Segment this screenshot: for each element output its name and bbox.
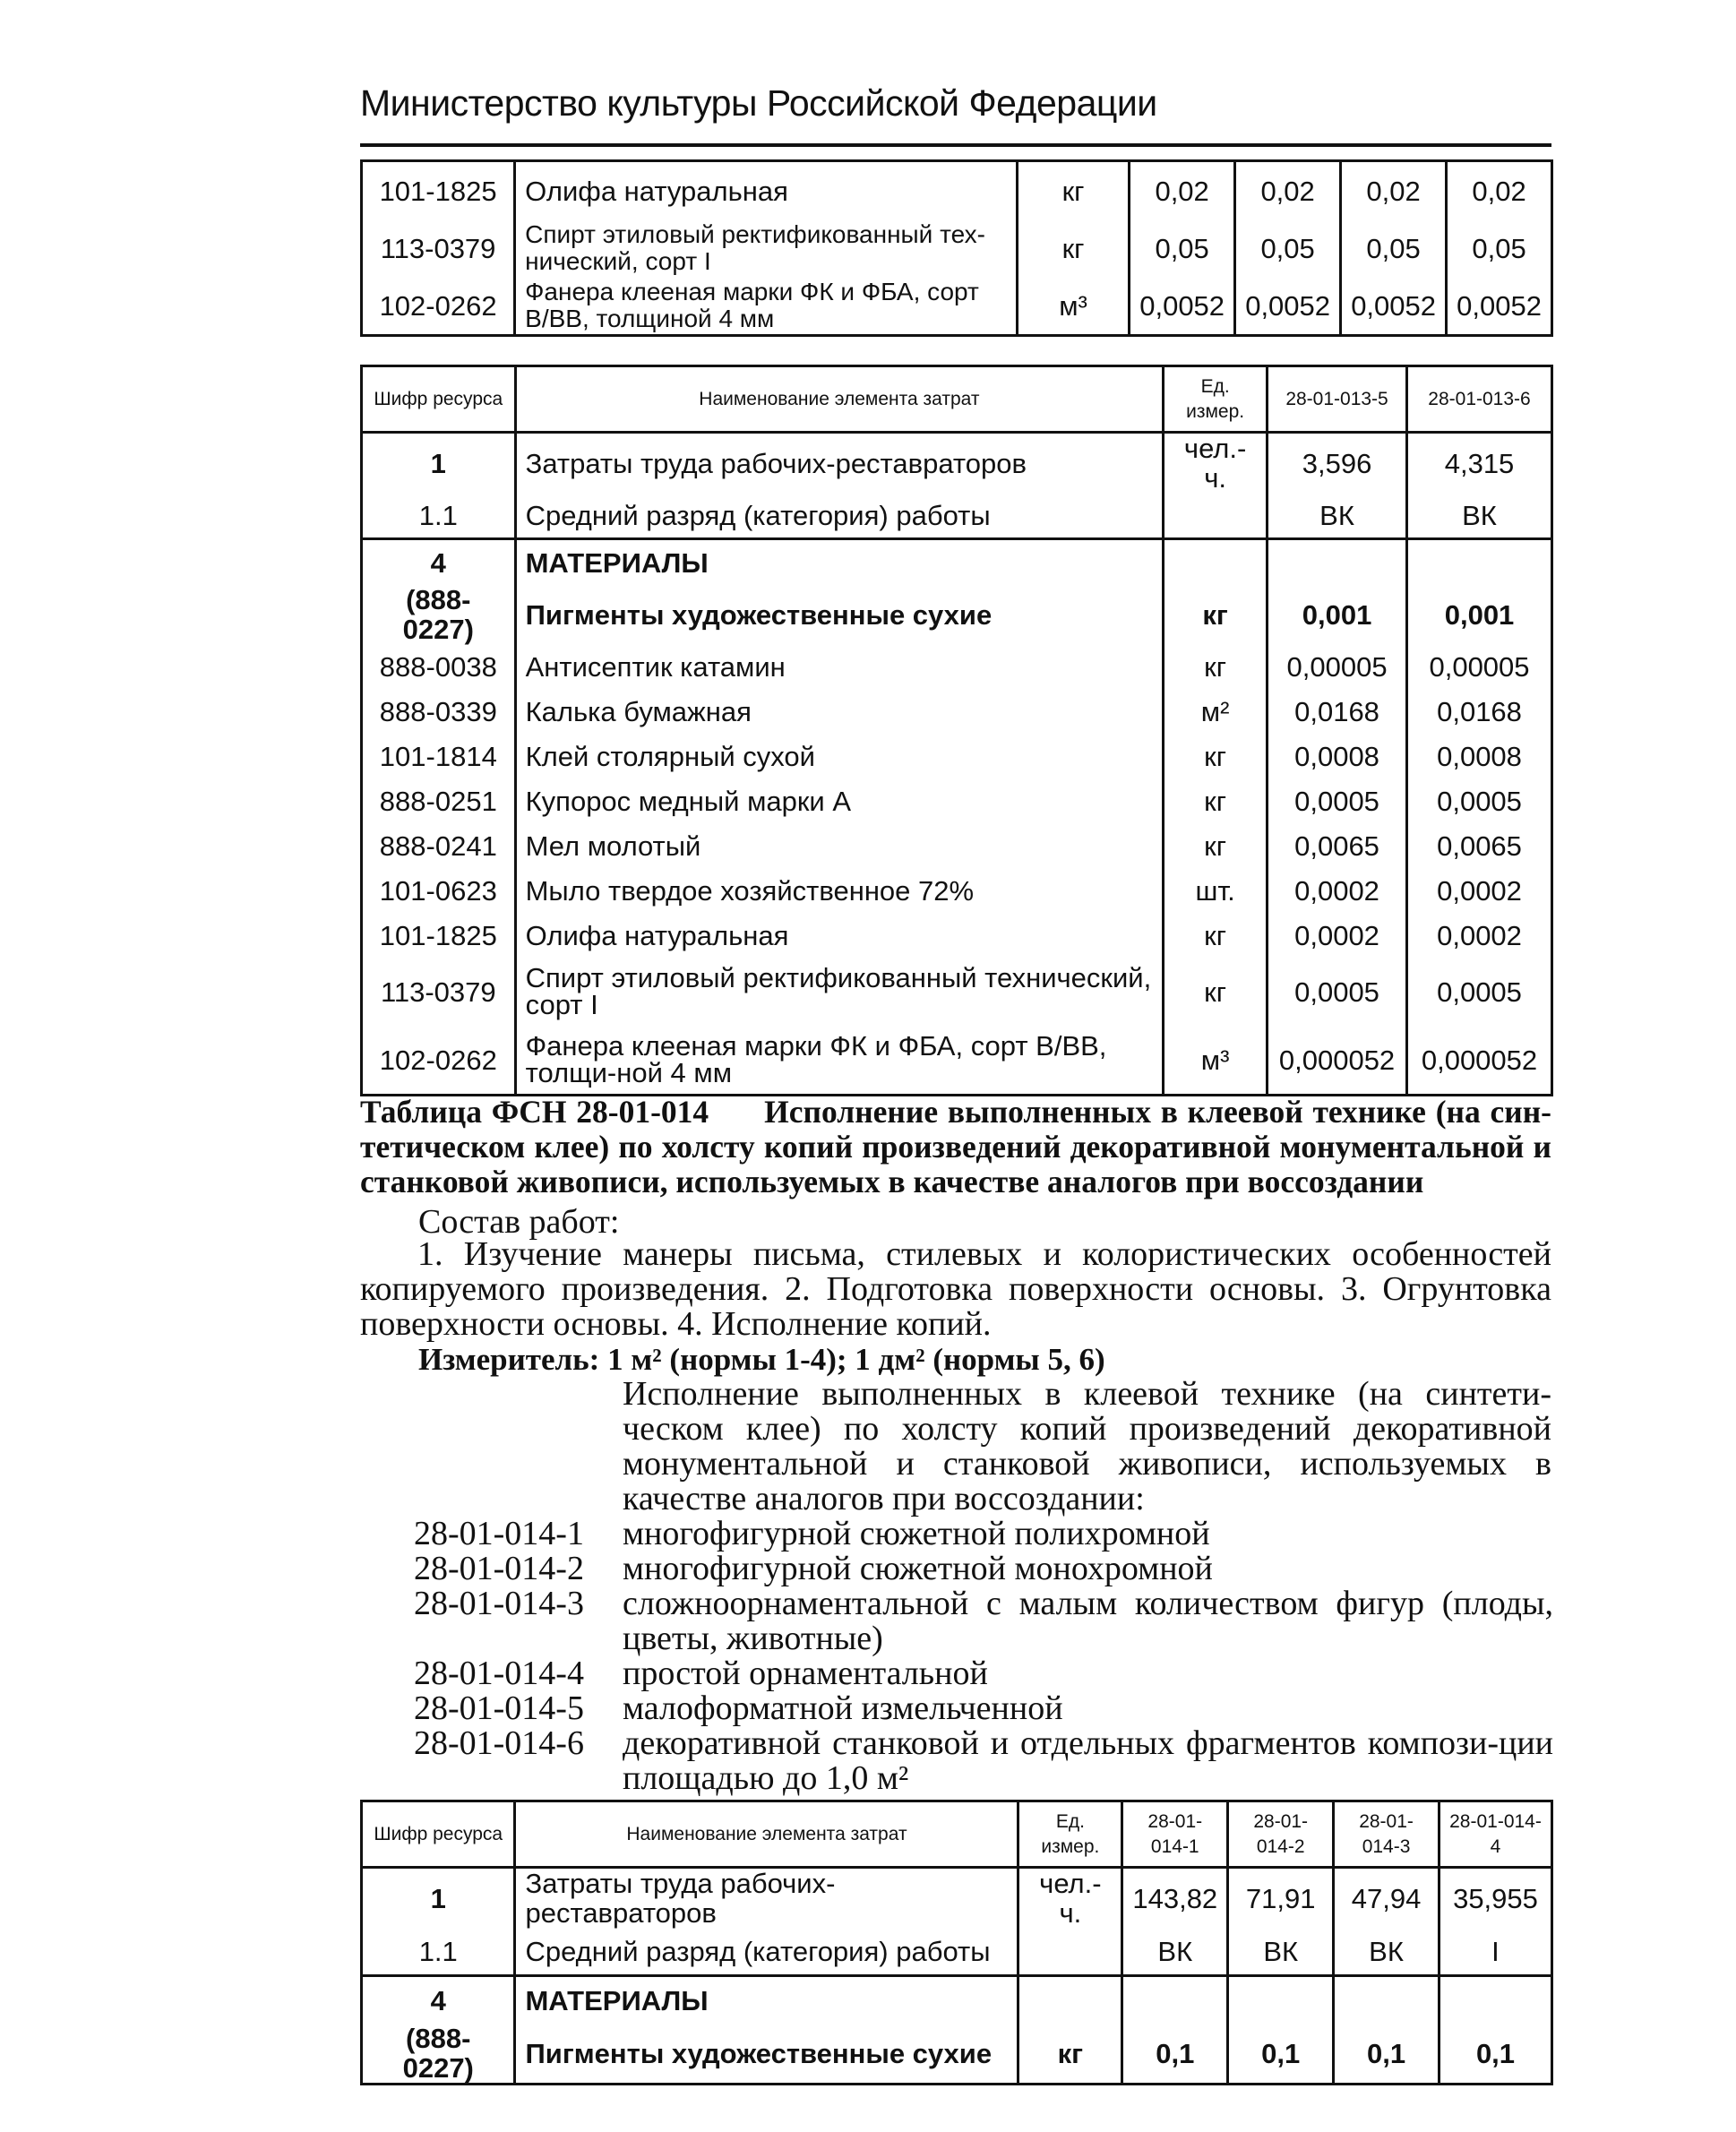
norm-value: 0,0052 — [1341, 277, 1447, 336]
table-row — [362, 2024, 1552, 2085]
norm-description: многофигурной сюжетной полихромной — [623, 1515, 1210, 1552]
cost-element-name: Пигменты художественные сухие — [515, 585, 1164, 644]
norm-value: 0,0005 — [1407, 958, 1552, 1026]
norm-value: 0,00005 — [1268, 644, 1407, 689]
unit — [1018, 1928, 1122, 1976]
norm-item — [414, 1517, 1553, 1552]
unit: м² — [1164, 689, 1268, 734]
norm-value — [1268, 539, 1407, 586]
norm-value: ВК — [1268, 493, 1407, 539]
unit: кг — [1017, 161, 1129, 220]
norm-value — [1122, 1976, 1228, 2025]
unit: шт. — [1164, 868, 1268, 913]
cost-element-name: Затраты труда рабочих-реставраторов — [515, 433, 1164, 494]
cost-element-name: Спирт этиловый ректификованный технический, сорт I — [515, 958, 1164, 1026]
table-row — [362, 585, 1552, 644]
unit: кг — [1164, 585, 1268, 644]
table-label: Таблица ФСН 28-01-014 — [360, 1094, 709, 1130]
unit: кг — [1164, 823, 1268, 868]
norm-value: 0,0005 — [1268, 778, 1407, 823]
resource-code: 101-1825 — [362, 161, 515, 220]
norm-value: ВК — [1228, 1928, 1334, 1976]
cost-element-name: Калька бумажная — [515, 689, 1164, 734]
norm-value — [1439, 1976, 1551, 2025]
norm-value: 0,02 — [1341, 161, 1447, 220]
header-divider — [360, 143, 1551, 147]
cost-table-28-01-013 — [360, 365, 1553, 1096]
norm-value: 0,001 — [1268, 585, 1407, 644]
column-header-norm: 28-01-014-1 — [1122, 1801, 1228, 1868]
norm-list — [414, 1517, 1553, 1796]
norm-value: 0,02 — [1235, 161, 1341, 220]
column-header-norm: 28-01-013-6 — [1407, 366, 1552, 433]
unit: кг — [1164, 734, 1268, 778]
table-row — [362, 913, 1552, 958]
table-header-row — [362, 366, 1552, 433]
composition-label: Состав работ: — [418, 1203, 620, 1241]
table-row — [362, 1868, 1552, 1929]
unit: м³ — [1017, 277, 1129, 336]
column-header-norm: 28-01-014-4 — [1439, 1801, 1551, 1868]
unit: чел.-ч. — [1018, 1868, 1122, 1929]
norm-value: 0,05 — [1130, 219, 1235, 277]
norm-value: ВК — [1407, 493, 1552, 539]
norm-code: 28-01-014-3 — [414, 1585, 584, 1622]
meter-text: Измеритель: 1 м² (нормы 1-4); 1 дм² (нормы 5, 6) — [418, 1342, 1105, 1377]
unit — [1164, 493, 1268, 539]
resource-code: 101-1814 — [362, 734, 516, 778]
norm-description: сложноорнаментальной с малым количеством фигур (плоды, цветы, животные) — [623, 1585, 1553, 1657]
norm-value: 35,955 — [1439, 1868, 1551, 1929]
resource-code: (888-0227) — [362, 2024, 515, 2085]
table-row — [362, 539, 1552, 586]
column-header-unit: Ед. измер. — [1018, 1801, 1122, 1868]
norm-value: 0,0168 — [1268, 689, 1407, 734]
table-row — [362, 734, 1552, 778]
norm-value: 0,0005 — [1407, 778, 1552, 823]
resource-code: 888-0339 — [362, 689, 516, 734]
unit: кг — [1018, 2024, 1122, 2085]
cost-table-28-01-014 — [360, 1800, 1553, 2085]
resource-code: 102-0262 — [362, 1026, 516, 1096]
norm-value: 0,000052 — [1268, 1026, 1407, 1096]
norm-value: 0,0052 — [1235, 277, 1341, 336]
table-row — [362, 868, 1552, 913]
cost-element-name: Антисептик катамин — [515, 644, 1164, 689]
resource-code: 102-0262 — [362, 277, 515, 336]
cost-element-name: Фанера клееная марки ФК и ФБА, сорт В/ВВ, толщи-ной 4 мм — [515, 1026, 1164, 1096]
norm-code: 28-01-014-4 — [414, 1655, 584, 1692]
norm-value: 3,596 — [1268, 433, 1407, 494]
unit — [1018, 1976, 1122, 2025]
norm-value: I — [1439, 1928, 1551, 1976]
column-header-norm: 28-01-014-3 — [1334, 1801, 1440, 1868]
cost-element-name: Олифа натуральная — [515, 161, 1018, 220]
table-row — [362, 1026, 1552, 1096]
unit: кг — [1164, 778, 1268, 823]
norm-value: 0,0008 — [1268, 734, 1407, 778]
norm-value: 0,1 — [1228, 2024, 1334, 2085]
table-header-row — [362, 1801, 1552, 1868]
resource-code: 1.1 — [362, 1928, 515, 1976]
table-row — [362, 493, 1552, 539]
column-header-code: Шифр ресурса — [362, 366, 516, 433]
norm-value: 0,0065 — [1407, 823, 1552, 868]
norm-value: 0,0002 — [1268, 913, 1407, 958]
norm-item — [414, 1552, 1553, 1586]
resource-code: 4 — [362, 539, 516, 586]
norm-code: 28-01-014-2 — [414, 1550, 584, 1587]
norm-value: 0,0168 — [1407, 689, 1552, 734]
norm-value: 0,0002 — [1268, 868, 1407, 913]
column-header-name: Наименование элемента затрат — [515, 1801, 1018, 1868]
cost-element-name: МАТЕРИАЛЫ — [515, 539, 1164, 586]
resource-code: 888-0038 — [362, 644, 516, 689]
column-header-name: Наименование элемента затрат — [515, 366, 1164, 433]
column-header-norm: 28-01-014-2 — [1228, 1801, 1334, 1868]
norm-description: малоформатной измельченной — [623, 1689, 1063, 1727]
resource-code: 113-0379 — [362, 219, 515, 277]
norm-value: 0,1 — [1439, 2024, 1551, 2085]
norm-code: 28-01-014-5 — [414, 1689, 584, 1727]
cost-element-name: Пигменты художественные сухие — [515, 2024, 1018, 2085]
table-row — [362, 644, 1552, 689]
table-row — [362, 823, 1552, 868]
norm-value: 0,0065 — [1268, 823, 1407, 868]
resource-code: 888-0241 — [362, 823, 516, 868]
unit: чел.-ч. — [1164, 433, 1268, 494]
cost-element-name: Мел молотый — [515, 823, 1164, 868]
page-header: Министерство культуры Российской Федерации — [360, 82, 1157, 124]
composition-text: 1. Изучение манеры письма, стилевых и колористических особенностей копируемого произведения. 2. Подготовка поверхности основы. 3. Огрунтовка поверхности основы. 4. Исполнение копий. — [360, 1235, 1551, 1343]
norm-intro: Исполнение выполненных в клеевой технике (на синтети-ческом клее) по холсту копий произведений декоративной монументальной и станковой живописи, используемых в качестве аналогов при воссоздании: — [623, 1375, 1551, 1517]
column-header-norm: 28-01-013-5 — [1268, 366, 1407, 433]
cost-table-continuation — [360, 159, 1553, 337]
norm-value: 0,0008 — [1407, 734, 1552, 778]
resource-code: (888-0227) — [362, 585, 516, 644]
column-header-unit: Ед. измер. — [1164, 366, 1268, 433]
norm-value: 0,000052 — [1407, 1026, 1552, 1096]
norm-description: декоративной станковой и отдельных фрагментов компози-ции площадью до 1,0 м² — [623, 1724, 1553, 1797]
table-row — [362, 689, 1552, 734]
norm-description: многофигурной сюжетной монохромной — [623, 1550, 1213, 1587]
norm-value: 0,1 — [1122, 2024, 1228, 2085]
norm-value: 0,0052 — [1130, 277, 1235, 336]
norm-item — [414, 1726, 1553, 1796]
norm-value: 71,91 — [1228, 1868, 1334, 1929]
table-row — [362, 219, 1552, 277]
cost-element-name: Спирт этиловый ректификованный тех-нический, сорт I — [515, 219, 1018, 277]
norm-value: 0,02 — [1447, 161, 1552, 220]
resource-code: 101-0623 — [362, 868, 516, 913]
table-row — [362, 1928, 1552, 1976]
resource-code: 101-1825 — [362, 913, 516, 958]
norm-value — [1334, 1976, 1440, 2025]
resource-code: 888-0251 — [362, 778, 516, 823]
table-row — [362, 958, 1552, 1026]
table-row — [362, 433, 1552, 494]
norm-value: ВК — [1122, 1928, 1228, 1976]
column-header-code: Шифр ресурса — [362, 1801, 515, 1868]
cost-element-name: Купорос медный марки А — [515, 778, 1164, 823]
cost-element-name: Средний разряд (категория) работы — [515, 1928, 1018, 1976]
norm-item — [414, 1691, 1553, 1726]
table-title — [360, 1095, 1551, 1199]
norm-value: 0,00005 — [1407, 644, 1552, 689]
unit: кг — [1164, 913, 1268, 958]
unit: кг — [1164, 644, 1268, 689]
unit: кг — [1164, 958, 1268, 1026]
cost-element-name: Фанера клееная марки ФК и ФБА, сорт В/ВВ, толщиной 4 мм — [515, 277, 1018, 336]
norm-item — [414, 1656, 1553, 1691]
norm-value: 4,315 — [1407, 433, 1552, 494]
cost-element-name: Клей столярный сухой — [515, 734, 1164, 778]
norm-item — [414, 1586, 1553, 1656]
table-row — [362, 277, 1552, 336]
unit: кг — [1017, 219, 1129, 277]
norm-value: 0,05 — [1341, 219, 1447, 277]
norm-value: 143,82 — [1122, 1868, 1228, 1929]
norm-value: 0,05 — [1235, 219, 1341, 277]
norm-value: 0,001 — [1407, 585, 1552, 644]
cost-element-name: МАТЕРИАЛЫ — [515, 1976, 1018, 2025]
norm-value — [1228, 1976, 1334, 2025]
norm-value: 47,94 — [1334, 1868, 1440, 1929]
norm-value: 0,1 — [1334, 2024, 1440, 2085]
norm-value: 0,0052 — [1447, 277, 1552, 336]
resource-code: 1 — [362, 433, 516, 494]
cost-element-name: Мыло твердое хозяйственное 72% — [515, 868, 1164, 913]
table-row — [362, 161, 1552, 220]
norm-value: ВК — [1334, 1928, 1440, 1976]
norm-value: 0,0002 — [1407, 913, 1552, 958]
table-row — [362, 778, 1552, 823]
norm-description: простой орнаментальной — [623, 1655, 988, 1692]
table-row — [362, 1976, 1552, 2025]
resource-code: 1.1 — [362, 493, 516, 539]
norm-code: 28-01-014-6 — [414, 1724, 584, 1762]
norm-value: 0,05 — [1447, 219, 1552, 277]
resource-code: 4 — [362, 1976, 515, 2025]
unit: м³ — [1164, 1026, 1268, 1096]
cost-element-name: Средний разряд (категория) работы — [515, 493, 1164, 539]
norm-code: 28-01-014-1 — [414, 1515, 584, 1552]
resource-code: 1 — [362, 1868, 515, 1929]
norm-value: 0,0005 — [1268, 958, 1407, 1026]
unit — [1164, 539, 1268, 586]
resource-code: 113-0379 — [362, 958, 516, 1026]
table-description: Исполнение выполненных в клеевой технике (на син-тетическом клее) по холсту копий произведений декоративной монументальной и станковой живописи, используемых в качестве аналогов при воссоздании — [360, 1094, 1551, 1199]
cost-element-name: Затраты труда рабочих-реставраторов — [515, 1868, 1018, 1929]
norm-value: 0,02 — [1130, 161, 1235, 220]
norm-value: 0,0002 — [1407, 868, 1552, 913]
cost-element-name: Олифа натуральная — [515, 913, 1164, 958]
norm-value — [1407, 539, 1552, 586]
